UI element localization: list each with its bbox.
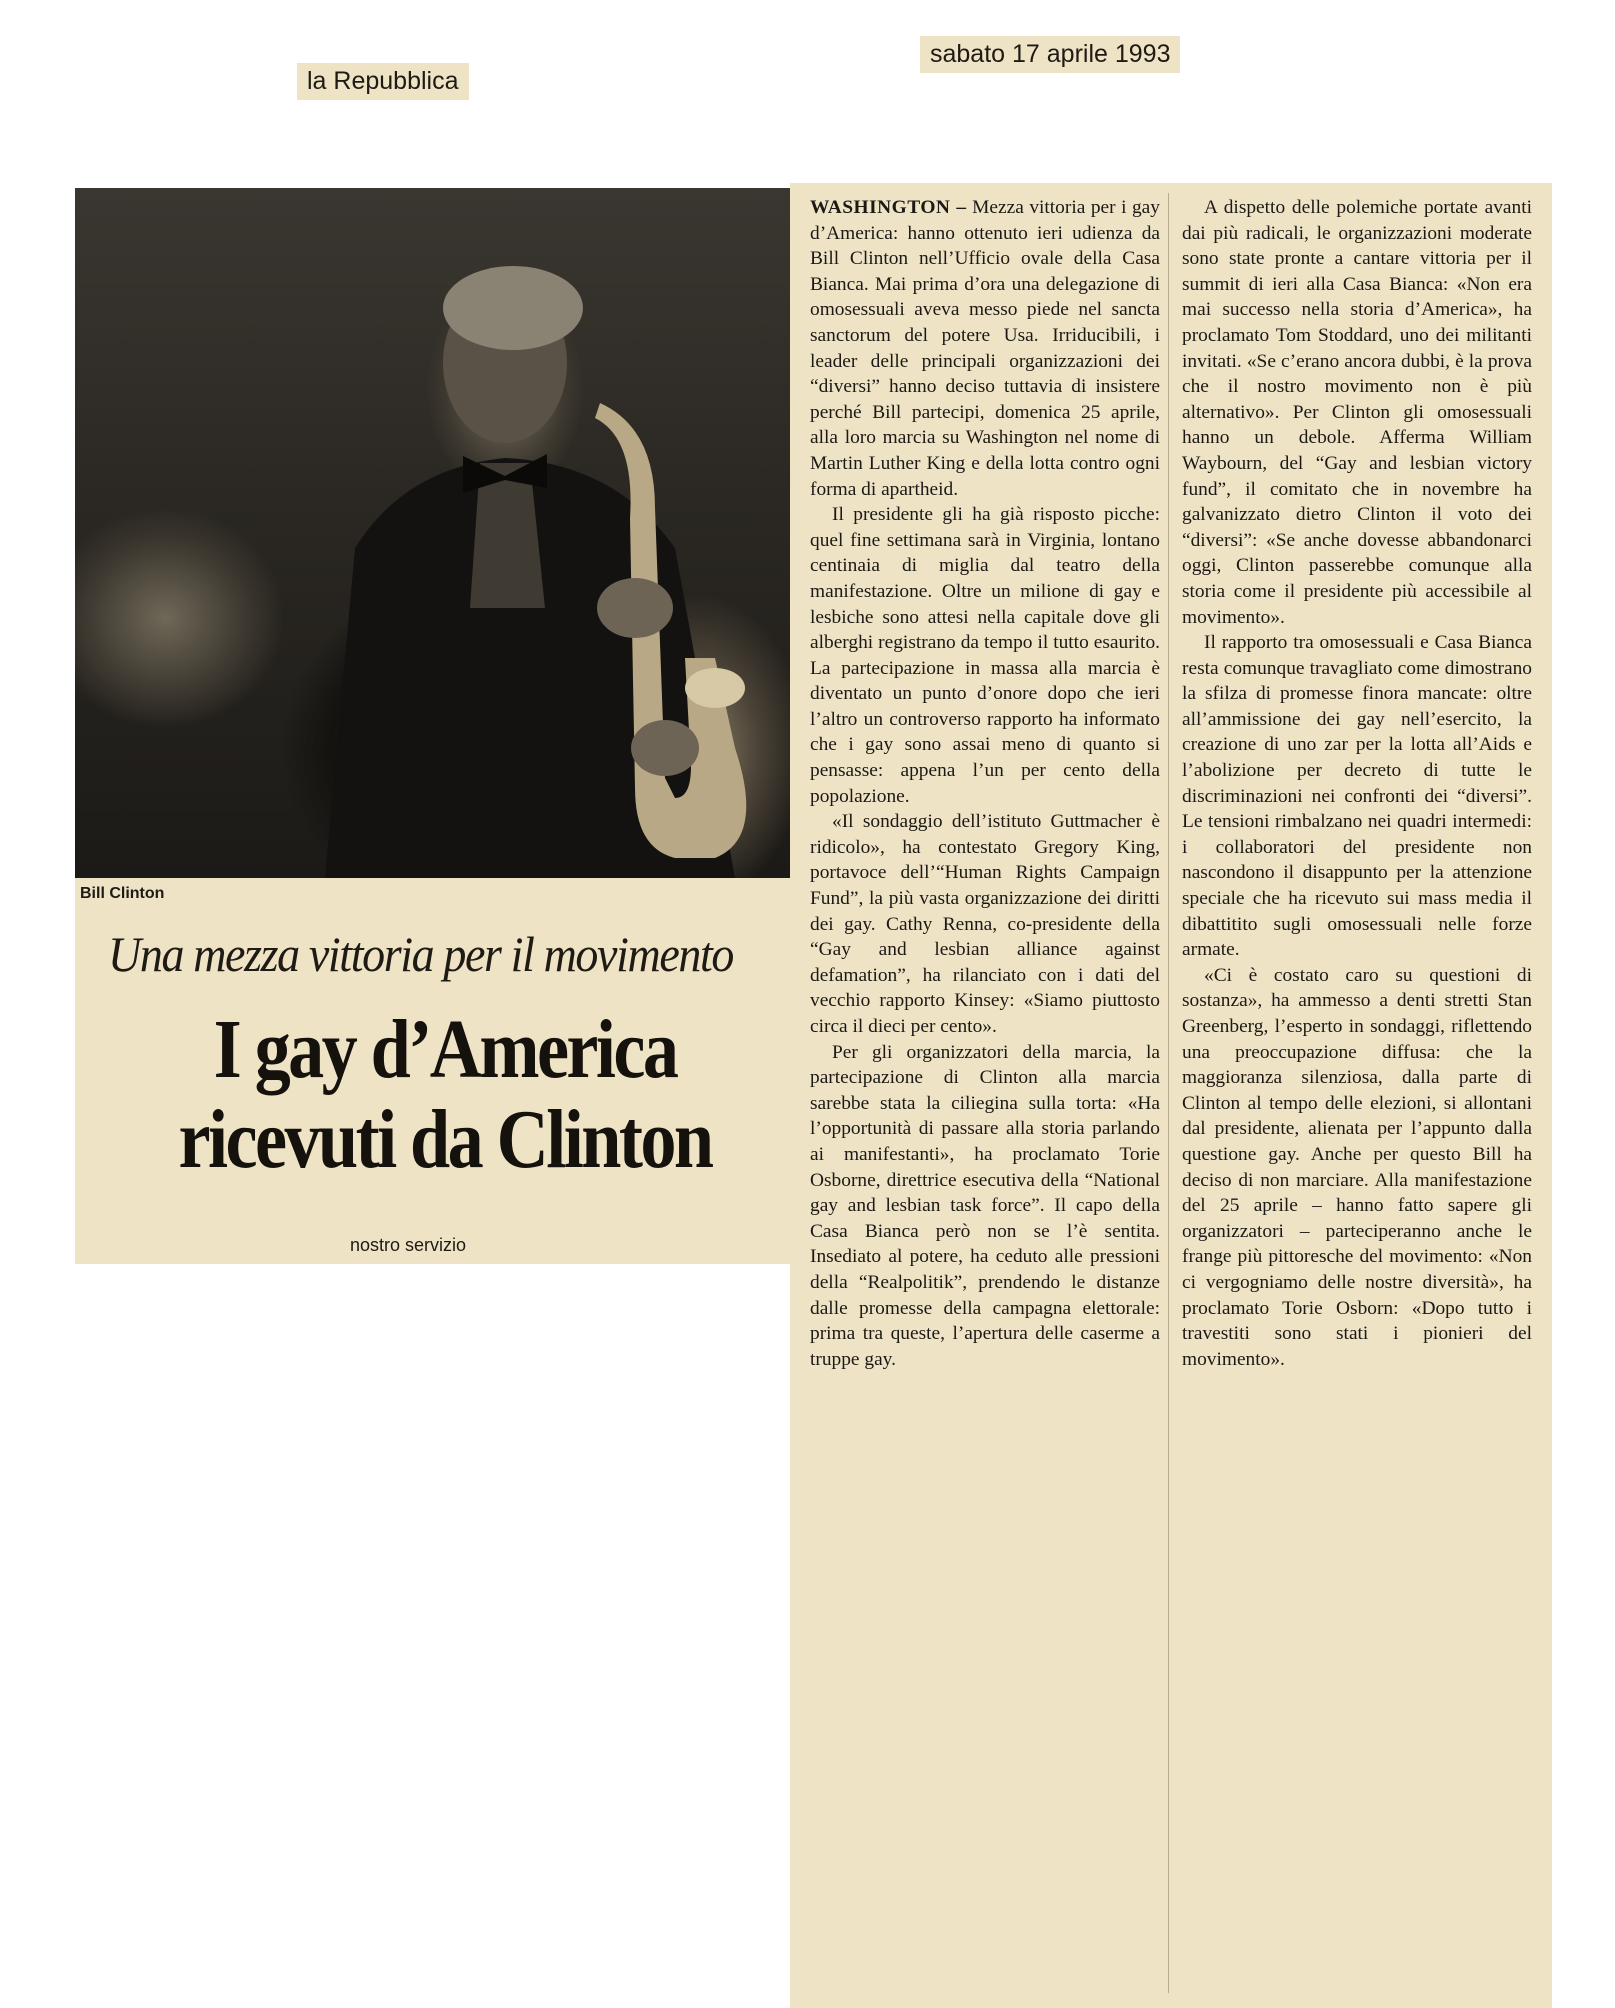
headline	[148, 1005, 741, 1185]
headline-kicker: Una mezza vittoria per il movimento	[108, 926, 734, 982]
article-paragraph: «Il sondaggio dell’istituto Guttmacher è ridicolo», ha contestato Gregory King, portavoce dell’“Human Rights Campaign Fund”, la più vasta organizzazione dei diritti dei gay. Cathy Renna, co-presidente della “Gay and lesbian alliance against defamation”, ha rilanciato con i dati del vecchio rapporto Kinsey: «Siamo piuttosto circa il dieci per cento».	[810, 811, 1160, 1037]
column-divider	[1168, 193, 1169, 1993]
article-paragraph: Il presidente gli ha già risposto picche: quel fine settimana sarà in Virginia, lontano centinaia di miglia dal teatro della manifestazione. Oltre un milione di gay e lesbiche sono attesi nella capitale dove gli alberghi registrano da tempo il tutto esaurito. La partecipazione in massa alla marcia è diventato un punto d’onore dopo che ieri l’altro un controverso rapporto ha informato che i gay sono assai meno di quanto si pensasse: appena l’un per cento della popolazione.	[810, 504, 1160, 807]
article-paragraph: Per gli organizzatori della marcia, la partecipazione di Clinton alla marcia sarebbe stata la ciliegina sulla torta: «Ha l’opportunità di passare alla storia parlando ai manifestanti», ha proclamato Torie Osborne, direttrice esecutiva della “National gay and lesbian task force”. Il capo della Casa Bianca però non se l’è sentita. Insediato al potere, ha ceduto alle pressioni della “Realpolitik”, prendendo le distanze dalle promesse della campagna elettorale: prima tra queste, l’apertura delle caserme a truppe gay.	[810, 1041, 1160, 1370]
article-column-2	[1182, 195, 1532, 1372]
headline-line-1: I gay d’America	[213, 1003, 677, 1096]
headline-line-2: ricevuti da Clinton	[178, 1093, 712, 1186]
dateline: WASHINGTON –	[810, 197, 967, 218]
article-paragraph	[810, 195, 1160, 502]
byline: nostro servizio	[350, 1235, 467, 1255]
article-paragraph: «Ci è costato caro su questioni di sostanza», ha ammesso a denti stretti Stan Greenberg, l’esperto in sondaggi, riflettendo una preoccupazione diffusa: che la maggioranza silenziosa, dalla parte di Clinton al tempo delle elezioni, si allontani dal presidente, alienata per l’appunto dalla questione gay. Anche per questo Bill ha deciso di non marciare. Alla manifestazione del 25 aprile – hanno fatto sapere gli organizzatori – parteciperanno anche le frange più pittoresche del movimento: «Non ci vergogniamo delle nostre diversità», ha proclamato Torie Osborn: «Dopo tutto i travestiti sono stati i pionieri del movimento».	[1182, 964, 1532, 1370]
photo-caption: Bill Clinton	[80, 885, 165, 902]
article-body	[790, 183, 1552, 2008]
clinton-saxophone-photo	[75, 188, 790, 878]
article-column-1	[810, 195, 1160, 1372]
photo-figure-illustration	[75, 188, 790, 878]
newspaper-name-label: la Repubblica	[297, 63, 469, 100]
article-paragraph: A dispetto delle polemiche portate avanti dai più radicali, le organizzazioni moderate sono state pronte a cantare vittoria per il summit di ieri alla Casa Bianca: «Non era mai successo nella storia d’America», ha proclamato Tom Stoddard, uno dei militanti invitati. «Se c’erano ancora dubbi, è la prova che il nostro movimento non è più alternativo». Per Clinton gli omosessuali hanno un debole. Afferma William Waybourn, del “Gay and lesbian victory fund”, il comitato che in novembre ha galvanizzato dietro Clinton il voto dei “diversi”: «Se anche dovesse abbandonarci oggi, Clinton passerebbe comunque alla storia come il presidente più accessibile al movimento».	[1182, 197, 1532, 628]
publication-date-label: sabato 17 aprile 1993	[920, 36, 1180, 73]
article-paragraph: Il rapporto tra omosessuali e Casa Bianca resta comunque travagliato come dimostrano la sfilza di promesse finora mancate: oltre all’ammissione dei gay nell’esercito, la creazione di uno zar per la lotta all’Aids e l’abolizione per decreto di tutte le discriminazioni nei confronti dei “diversi”. Le tensioni rimbalzano nei quadri intermedi: i collaboratori del presidente non nascondono il disappunto per la attenzione speciale che ha ricevuto sui mass media il dibattitito sugli omosessuali nelle forze armate.	[1182, 632, 1532, 961]
paragraph-text: Mezza vittoria per i gay d’America: hanno ottenuto ieri udienza da Bill Clinton nell’Ufficio ovale della Casa Bianca. Mai prima d’ora una delegazione di omosessuali aveva messo piede nel sancta sanctorum del potere Usa. Irriducibili, i leader delle principali organizzazioni dei “diversi” hanno deciso tuttavia di insistere perché Bill partecipi, domenica 25 aprile, alla loro marcia su Washington nel nome di Martin Luther King e della lotta contro ogni forma di apartheid.	[810, 197, 1160, 500]
